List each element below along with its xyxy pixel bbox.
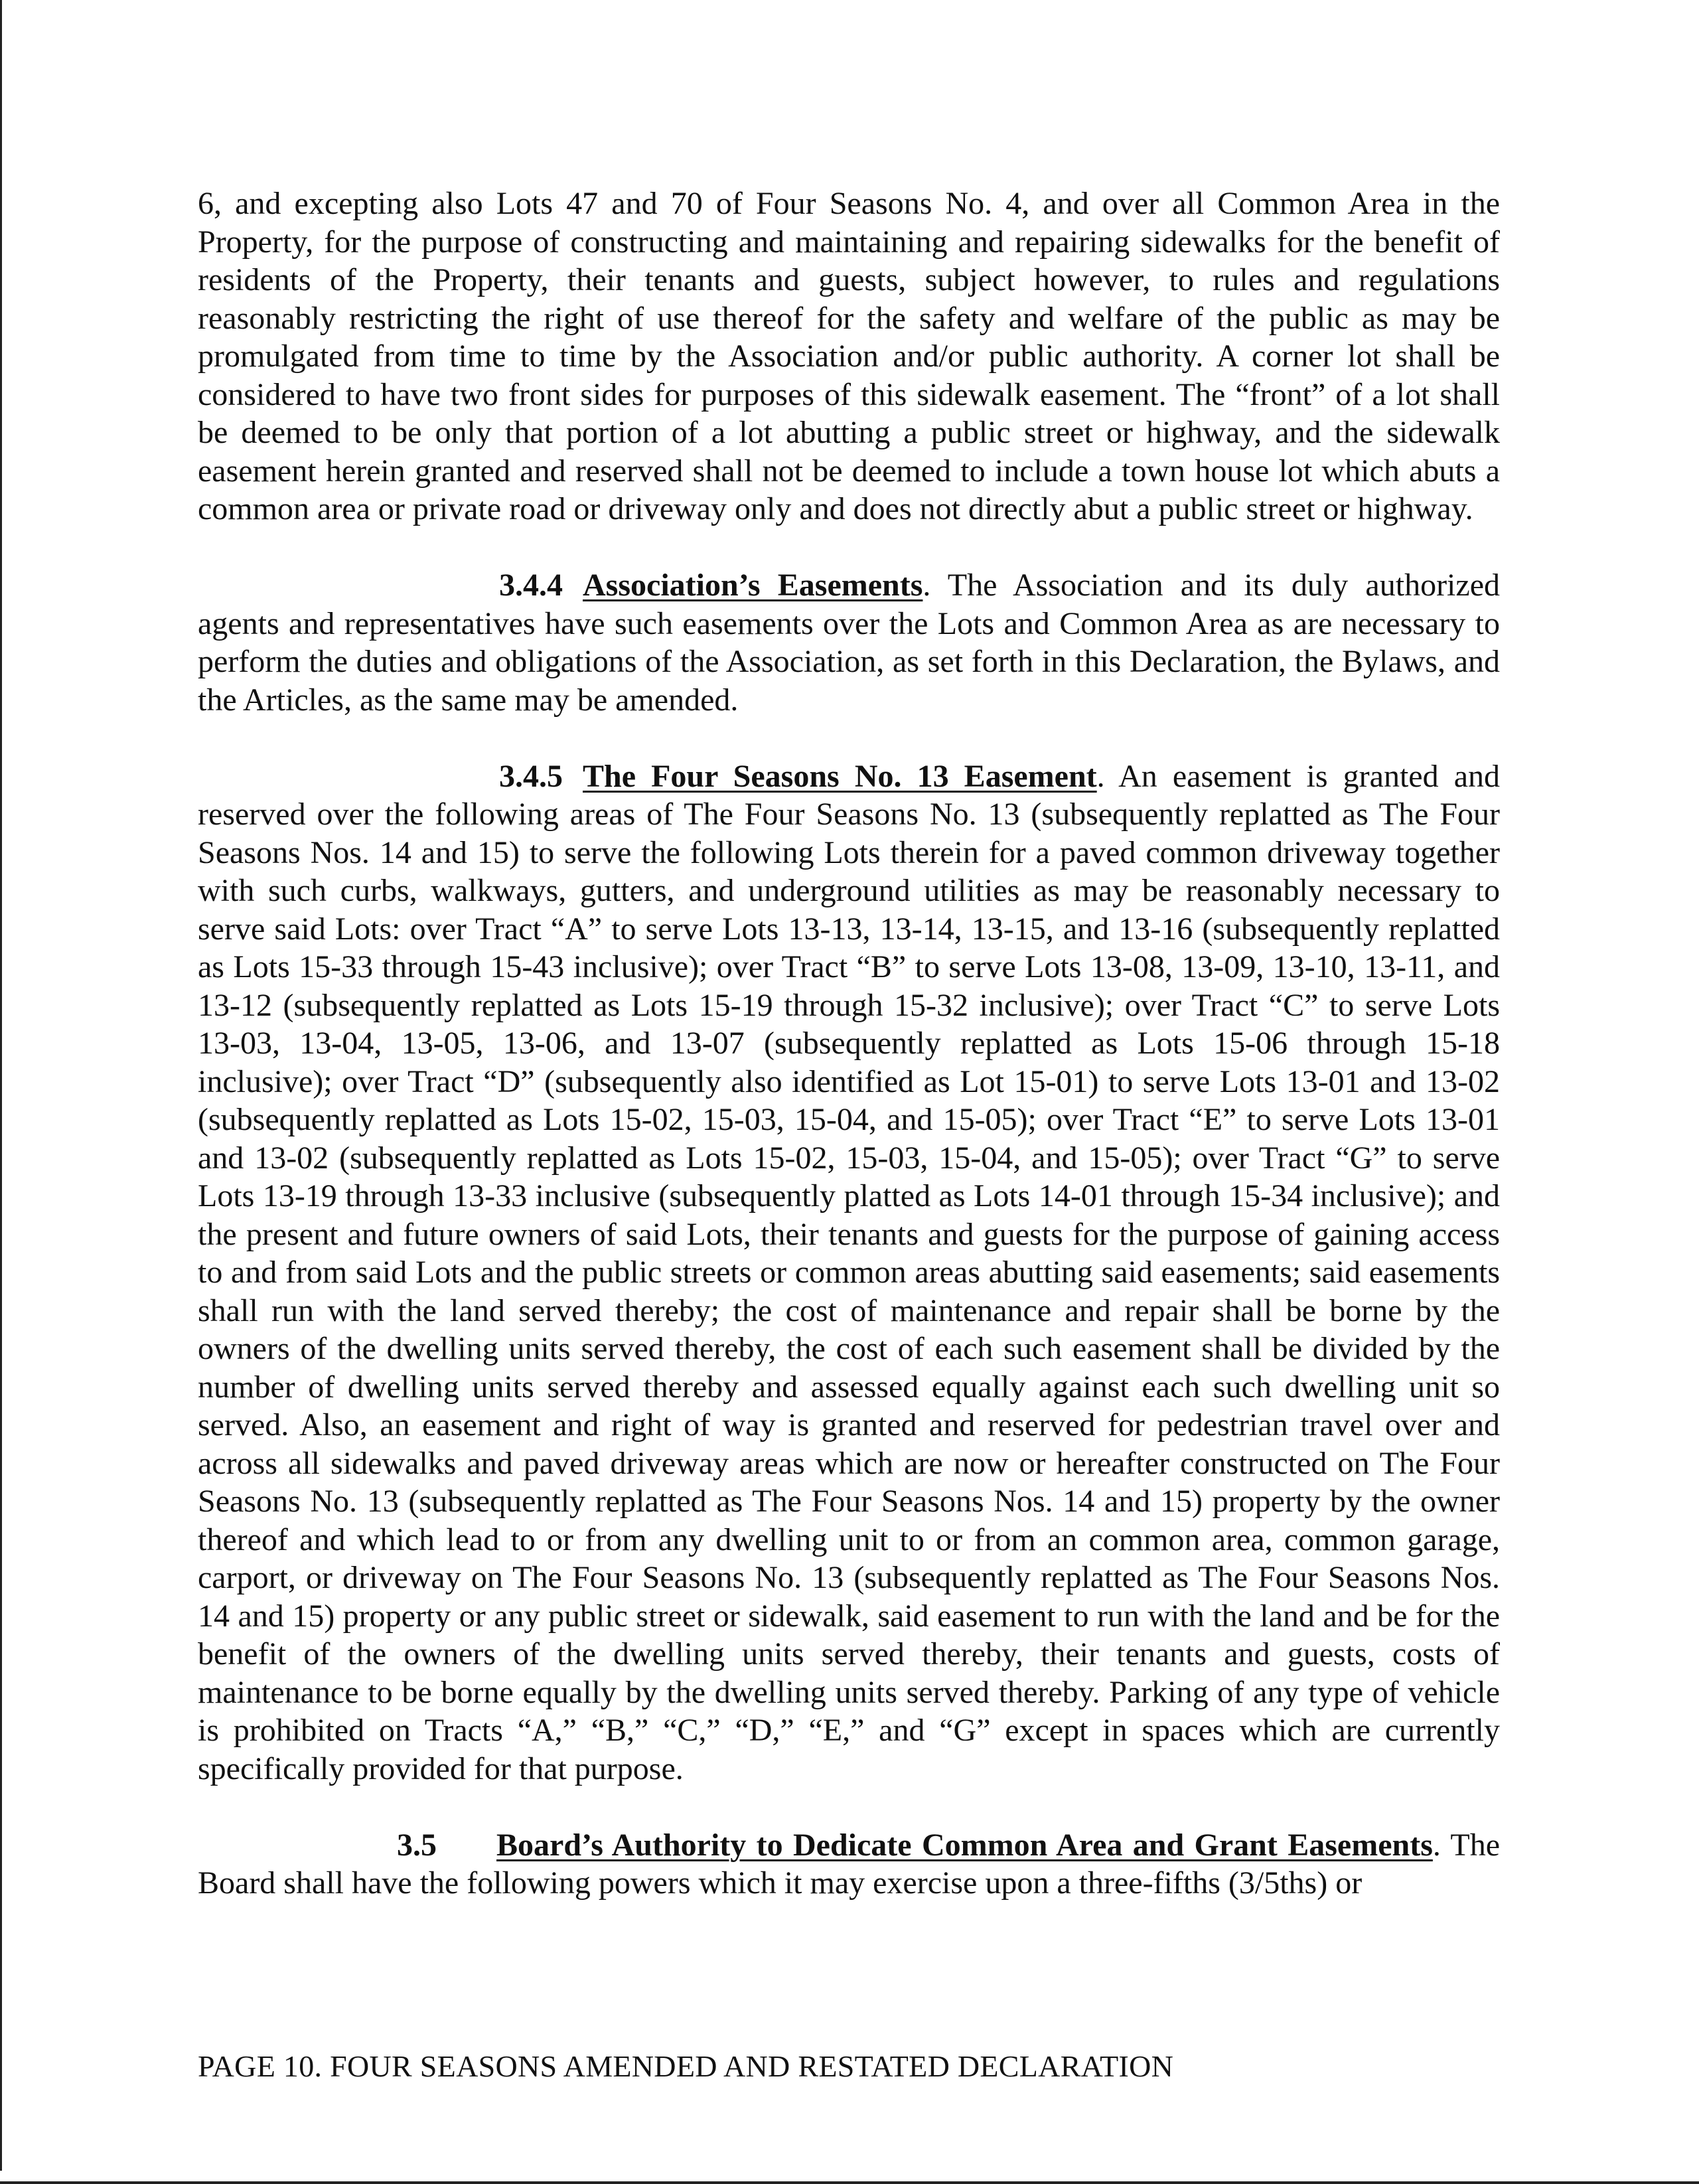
section-heading: Association’s Easements <box>583 568 923 603</box>
section-number: 3.5 <box>397 1827 437 1863</box>
scan-bottom-edge <box>0 2181 1699 2184</box>
document-body <box>198 185 1500 1903</box>
scan-left-edge <box>0 0 2 2171</box>
page-footer: PAGE 10. FOUR SEASONS AMENDED AND RESTATED DECLARATION <box>198 2049 1174 2083</box>
section-body: . The Association and its duly authorized agents and representatives have such easements over the Lots and Common Area as are necessary to perform the duties and obligations of the Association, as set forth in this Declaration, the Bylaws, and the Articles, as the same may be amended. <box>198 568 1500 718</box>
section-body: . An easement is granted and reserved over the following areas of The Four Seasons No. 13 (subsequently replatted as The Four Seasons Nos. 14 and 15) to serve the following Lots therein for a paved common driveway together with such curbs, walkways, gutters, and underground utilities as may be reasonably necessary to serve said Lots: over Tract “A” to serve Lots 13-13, 13-14, 13-15, and 13-16 (subsequently replatted as Lots 15-33 through 15-43 inclusive); over Tract “B” to serve Lots 13-08, 13-09, 13-10, 13-11, and 13-12 (subsequently replatted as Lots 15-19 through 15-32 inclusive); over Tract “C” to serve Lots 13-03, 13-04, 13-05, 13-06, and 13-07 (subsequently replatted as Lots 15-06 through 15-18 inclusive); over Tract “D” (subsequently also identified as Lot 15-01) to serve Lots 13-01 and 13-02 (subsequently replatted as Lots 15-02, 15-03, 15-04, and 15-05); over Tract “E” to serve Lots 13-01 and 13-02 (subsequently replatted as Lots 15-02, 15-03, 15-04, and 15-05); over Tract “G” to serve Lots 13-19 through 13-33 inclusive (subsequently platted as Lots 14-01 through 15-34 inclusive); and the present and future owners of said Lots, their tenants and guests for the purpose of gaining access to and from said Lots and the public streets or common areas abutting said easements; said easements shall run with the land served thereby; the cost of maintenance and repair shall be borne by the owners of the dwelling units served thereby, the cost of each such easement shall be divided by the number of dwelling units served thereby and assessed equally against each such dwelling unit so served. Also, an easement and right of way is granted and reserved for pedestrian travel over and across all sidewalks and paved driveway areas which are now or hereafter constructed on The Four Seasons No. 13 (subsequently replatted as The Four Seasons Nos. 14 and 15) property by the owner thereof and which lead to or from any dwelling unit to or from an common area, common garage, carport, or driveway on The Four Seasons No. 13 (subsequently replatted as The Four Seasons Nos. 14 and 15) property or any public street or sidewalk, said easement to run with the land and be for the benefit of the owners of the dwelling units served thereby, their tenants and guests, costs of maintenance to be borne equally by the dwelling units served thereby. Parking of any type of vehicle is prohibited on Tracts “A,” “B,” “C,” “D,” “E,” and “G” except in spaces which are currently specifically provided for that purpose. <box>198 758 1500 1786</box>
section-number: 3.4.4 <box>499 568 563 603</box>
section-3-4-4 <box>198 566 1500 719</box>
section-body: . The Board shall have the following powers which it may exercise upon a three-fifths (3/5ths) or <box>198 1827 1500 1901</box>
section-heading: The Four Seasons No. 13 Easement <box>583 758 1097 794</box>
section-3-4-5 <box>198 757 1500 1788</box>
paragraph-sidewalk-easement-continued: 6, and excepting also Lots 47 and 70 of Four Seasons No. 4, and over all Common Area in the Property, for the purpose of constructing and maintaining and repairing sidewalks for the benefit of residents of the Property, their tenants and guests, subject however, to rules and regulations reasonably restricting the right of use thereof for the safety and welfare of the public as may be promulgated from time to time by the Association and/or public authority. A corner lot shall be considered to have two front sides for purposes of this sidewalk easement. The “front” of a lot shall be deemed to be only that portion of a lot abutting a public street or highway, and the sidewalk easement herein granted and reserved shall not be deemed to include a town house lot which abuts a common area or private road or driveway only and does not directly abut a public street or highway. <box>198 186 1500 526</box>
section-heading: Board’s Authority to Dedicate Common Area and Grant Easements <box>496 1827 1433 1863</box>
section-number: 3.4.5 <box>499 758 563 794</box>
section-3-5 <box>198 1826 1500 1903</box>
